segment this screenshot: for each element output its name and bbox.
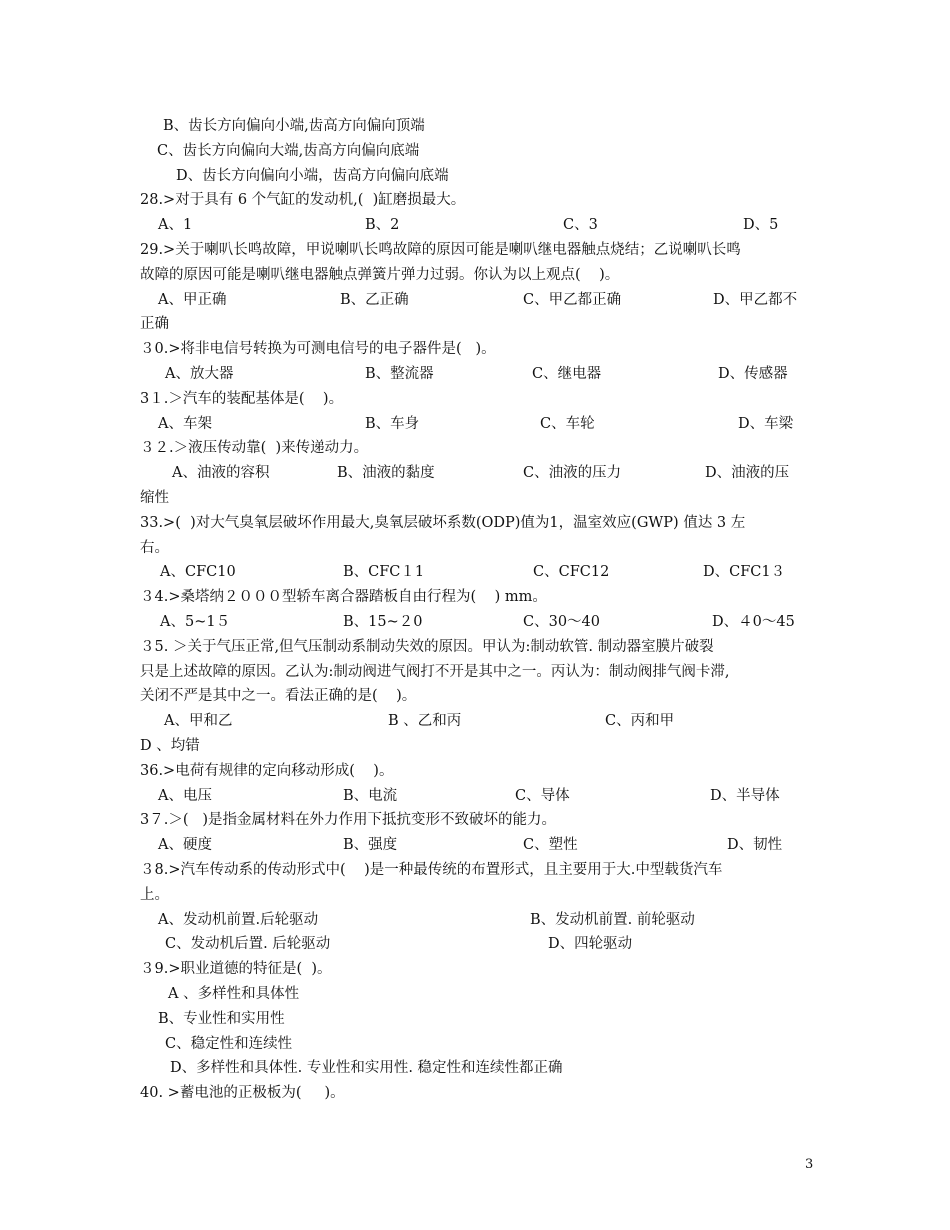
text-line: A、1 [158, 217, 193, 233]
text-line: A、5~1５ [160, 614, 231, 630]
option-text: B 、乙和丙 [388, 713, 462, 729]
text-line: 上。 [140, 887, 169, 903]
option-text: B、15~２0 [343, 614, 423, 630]
option-text: C、继电器 [532, 366, 602, 382]
text-line: 缩性 [140, 490, 169, 506]
text-line: A、硬度 [158, 837, 212, 853]
text-line: ３0.>将非电信号转换为可测电信号的电子器件是( )。 [140, 341, 496, 357]
text-line: C、发动机后置. 后轮驱动 [165, 936, 331, 952]
text-line: A、油液的容积 [172, 465, 270, 481]
text-line: D 、均错 [140, 738, 200, 754]
option-text: D、甲乙都不 [713, 292, 798, 308]
option-text: C、30～40 [523, 614, 600, 630]
text-line: A、电压 [158, 788, 212, 804]
option-text: D、传感器 [718, 366, 788, 382]
option-text: B、强度 [343, 837, 398, 853]
text-line: D、齿长方向偏向小端，齿高方向偏向底端 [176, 168, 449, 184]
text-line: ３9.>职业道德的特征是( )。 [140, 961, 332, 977]
text-line: 36.>电荷有规律的定向移动形成( )。 [140, 763, 394, 779]
option-text: D、5 [743, 217, 779, 233]
option-text: D、半导体 [710, 788, 780, 804]
option-text: C、CFC12 [533, 564, 610, 580]
text-line: 3７.＞( )是指金属材料在外力作用下抵抗变形不致破坏的能力。 [140, 812, 556, 828]
text-line: 关闭不严是其中之一。看法正确的是( )。 [140, 688, 417, 704]
option-text: B、整流器 [365, 366, 434, 382]
text-line: B、专业性和实用性 [158, 1011, 285, 1027]
option-text: C、塑性 [523, 837, 578, 853]
text-line: A 、多样性和具体性 [168, 986, 300, 1002]
text-line: B、齿长方向偏向小端,齿高方向偏向顶端 [163, 118, 425, 134]
text-line: C、稳定性和连续性 [165, 1036, 293, 1052]
text-line: ３8.>汽车传动系的传动形式中( )是一种最传统的布置形式，且主要用于大.中型载货汽车 [140, 862, 723, 878]
text-line: ３5. ＞关于气压正常,但气压制动系制动失效的原因。甲认为:制动软管. 制动器室膜片破裂 [140, 639, 714, 655]
option-text: B、车身 [365, 416, 420, 432]
option-text: B、油液的黏度 [337, 465, 435, 481]
option-text: C、车轮 [540, 416, 595, 432]
option-text: D、CFC1３ [703, 564, 786, 580]
option-text: B、电流 [343, 788, 398, 804]
text-line: A、甲和乙 [164, 713, 233, 729]
option-text: D、四轮驱动 [548, 936, 633, 952]
option-text: C、丙和甲 [605, 713, 675, 729]
text-line: 正确 [140, 316, 169, 332]
text-line: ３4.>桑塔纳２０００型轿车离合器踏板自由行程为( ) mm。 [140, 589, 547, 605]
text-line: D、多样性和具体性. 专业性和实用性. 稳定性和连续性都正确 [170, 1060, 563, 1076]
text-line: 33.>( )对大气臭氧层破坏作用最大,臭氧层破坏系数(ODP)值为1，温室效应(GWP) 值达 3 左 [140, 515, 746, 531]
option-text: B、乙正确 [340, 292, 409, 308]
text-line: A、发动机前置.后轮驱动 [158, 912, 319, 928]
text-line: 28.>对于具有 6 个气缸的发动机,( )缸磨损最大。 [140, 192, 466, 208]
option-text: D、油液的压 [705, 465, 790, 481]
option-text: D、车梁 [738, 416, 794, 432]
option-text: D、４0～45 [712, 614, 795, 630]
text-line: 29.>关于喇叭长鸣故障，甲说喇叭长鸣故障的原因可能是喇叭继电器触点烧结；乙说喇叭长鸣 [140, 242, 741, 258]
option-text: C、油液的压力 [523, 465, 622, 481]
option-text: D、韧性 [727, 837, 783, 853]
text-line: 右。 [140, 540, 169, 556]
option-text: C、甲乙都正确 [523, 292, 622, 308]
text-line: ３２.＞液压传动靠( )来传递动力。 [140, 440, 369, 456]
text-line: 只是上述故障的原因。乙认为:制动阀进气阀打不开是其中之一。丙认为：制动阀排气阀卡滞, [140, 664, 730, 680]
text-line: C、齿长方向偏向大端,齿高方向偏向底端 [157, 143, 420, 159]
option-text: B、发动机前置. 前轮驱动 [530, 912, 695, 928]
text-line: 3１.＞汽车的装配基体是( )。 [140, 391, 344, 407]
option-text: C、3 [563, 217, 598, 233]
option-text: B、2 [365, 217, 400, 233]
text-line: 40. >蓄电池的正极板为( )。 [140, 1085, 345, 1101]
option-text: C、导体 [515, 788, 570, 804]
page-number: 3 [805, 1157, 814, 1172]
text-line: A、放大器 [165, 366, 234, 382]
option-text: B、CFC１1 [343, 564, 425, 580]
text-line: A、甲正确 [158, 292, 227, 308]
text-line: 故障的原因可能是喇叭继电器触点弹簧片弹力过弱。你认为以上观点( )。 [140, 267, 620, 283]
text-line: A、CFC10 [160, 564, 236, 580]
text-line: A、车架 [158, 416, 212, 432]
